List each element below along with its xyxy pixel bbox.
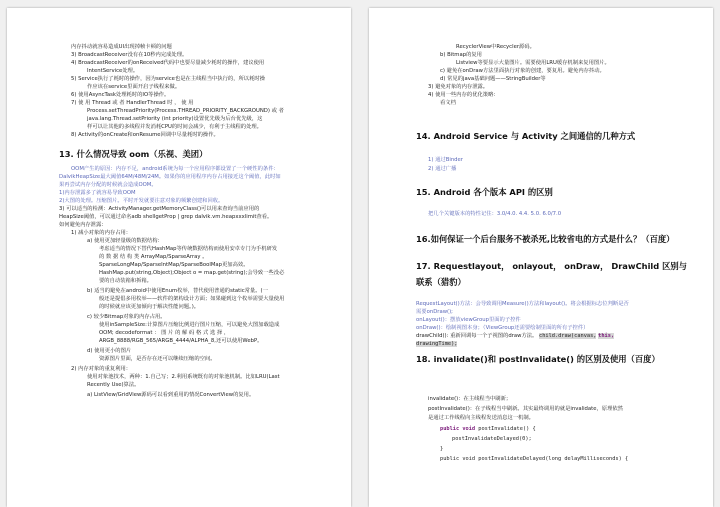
- code-line: [440, 426, 536, 433]
- blue-text-line: onLayout()：摆放viewGroup里面的子控件: [416, 317, 521, 323]
- code-highlight: drawingTime);: [416, 341, 458, 347]
- text-line: a) ListView/GridView源码可以看到重用的情况ConvertView的复用。: [87, 392, 255, 398]
- blue-text-line: 需要onDraw();: [416, 309, 453, 315]
- drawchild-text: drawChild(): 重新回调每一个子视图的draw方法。: [416, 333, 538, 339]
- text-line: [416, 341, 457, 348]
- text-line: 资源图片里面，是否存在还可以继续压缩的空间。: [99, 356, 216, 362]
- text-line: 3) 避免对象的内存泄露。: [428, 84, 489, 90]
- text-line: [416, 333, 614, 340]
- text-line: d) 常见的java基础问题——StringBuilder等: [440, 76, 546, 82]
- text-line: b) 适当的避免在android中使用Enum枚举，替代使用普通的static常量。(一: [87, 288, 268, 294]
- text-line: 作应该在service里面开启子线程来做。: [87, 84, 181, 90]
- text-line: b) Bitmap的复用: [440, 52, 482, 58]
- text-line: HeapSize阈值，可以通过命名adb shellgetProp | grep dalvik.vm.heapxxxlimit查看。: [59, 214, 273, 220]
- text-line: 要的自动装箱和拆箱。: [99, 278, 152, 284]
- code-line: }: [440, 446, 444, 452]
- blue-text-line: 1)内存泄露多了就容易导致OOM: [59, 190, 136, 196]
- right-page: [369, 8, 713, 507]
- text-line: SparseLongMap/SparseIntMap/SparseBoolMap更加高效。: [99, 262, 249, 268]
- text-line: 7) 使 用 Thread 或 者 HandlerThread 时 ， 使 用: [71, 100, 194, 106]
- list-item: 2) 通过广播: [428, 166, 457, 172]
- section-heading-15: 15. Android 各个版本 API 的区别: [416, 187, 553, 197]
- code-text: postInvalidate() {: [475, 426, 536, 432]
- text-line: java.lang.Thread.setPriority (int priority)设置优先级为后台优先级，这: [87, 116, 263, 122]
- text-line: 如何避免内存泄露：: [59, 222, 107, 228]
- text-line: 样可以让其他的多线程并发消耗CPU的时间会减少，有利于主线程的处理。: [87, 124, 262, 130]
- code-highlight: child.draw(canvas,: [539, 333, 597, 339]
- text-line: 3) BroadcastReceiver没有在10秒内完成处理。: [71, 52, 188, 58]
- code-line: public void postInvalidateDelayed(long delayMilliseconds) {: [440, 456, 629, 462]
- text-line: 考虑适当的情况下替代HashMap等传统数据结构而使用安卓专门为手机研发: [99, 246, 278, 252]
- text-line: 1) 减小对象的内存占用：: [71, 230, 132, 236]
- text-line: RecyclerView中Recycler源码。: [456, 44, 535, 50]
- text-line: Listview等要显示大量图片。需要使用LRU缓存机制来复用图片。: [456, 60, 610, 66]
- text-line: 看文档: [440, 100, 456, 106]
- text-line: 的时候就应该更加倾向于解决性能问题。)。: [99, 304, 200, 310]
- text-line: 般还是提倡多用枚举——软件的架构设计方面；如果碰到这个枚举需要大量使用: [99, 296, 285, 302]
- code-keyword: this,: [598, 333, 615, 339]
- text-line: c) 较少Bitmap对象的内存占用。: [87, 314, 166, 320]
- text-line: c) 避免在onDraw方法里面执行对象的创建，要复用。避免内存抖动。: [440, 68, 605, 74]
- list-item: 1) 通过Binder: [428, 157, 463, 163]
- text-line: 使用inSampleSize:计算图片压缩比例进行图片压缩，可以避免大图加载造成: [99, 322, 280, 328]
- text-line: 的 数 据 结 构 类 ArrayMap/SparseArray 。: [99, 254, 208, 260]
- blue-text-line: RequestLayout()方法：会导致调用Measure()方法和layout()。将会根据标志位判断是否: [416, 301, 629, 307]
- text-line: IntentService处理。: [87, 68, 139, 74]
- code-keyword: public void: [440, 426, 476, 432]
- text-line: 6) 使用AsyncTask处理耗时的IO等操作。: [71, 92, 170, 98]
- section-heading-17: 17. Requestlayout， onlayout， onDraw， DrawChild 区别与: [416, 261, 687, 271]
- text-line: postInvalidate()：在子线程当中刷新。其实最终调用的就是invalidate，原理依然: [428, 406, 623, 412]
- blue-text-line: 把几个关键版本的特性记住：3.0/4.0. 4.4. 5.0. 6.0/7.0: [428, 211, 562, 217]
- section-heading-13: 13. 什么情况导致 oom（乐视、美团）: [59, 149, 208, 159]
- text-line: 2) 内存对象的重复利用：: [71, 366, 132, 372]
- text-line: 是通过工作线程向主线程发送消息这一机制。: [428, 415, 534, 421]
- text-line: OOM; decodeformat ： 图 片 的 解 码 格 式 选 择 ，: [99, 330, 230, 336]
- section-heading-17-cont: 联系（猎豹）: [416, 277, 466, 287]
- section-heading-18: 18. invalidate()和 postInvalidate() 的区别及使用（百度）: [416, 354, 660, 364]
- text-line: 内存抖动就容易造成UI出现掉帧卡顿的问题: [71, 44, 172, 50]
- text-line: 4) 使用一些内存的优化策略：: [428, 92, 499, 98]
- text-line: Process.setThreadPriority(Process.THREAD_PRIORITY_BACKGROUND) 或 者: [87, 108, 284, 114]
- text-line: Recently Use)算法。: [87, 382, 140, 388]
- blue-text-line: 果再尝试内存分配的时候就会造成OOM。: [59, 182, 157, 188]
- text-line: d) 使用更小的图片: [87, 348, 132, 354]
- text-line: 5) Service执行了耗时的操作，因为service也是在主线程当中执行的，所以耗时操: [71, 76, 265, 82]
- text-line: 4) BroadcastReceiver的onReceived代码中也要尽量减少耗时的操作，建议使用: [71, 60, 265, 66]
- section-heading-16: 16.如何保证一个后台服务不被杀死,比较省电的方式是什么？（百度）: [416, 234, 675, 244]
- text-line: a) 使用更加轻量级的数据结构：: [87, 238, 163, 244]
- blue-text-line: onDraw()：绘制视图本身；（ViewGroup还需要绘制里面的所有子控件）: [416, 325, 589, 331]
- text-line: HashMap.put(string,Object);Object o = map.get(string);会导致一些没必: [99, 270, 285, 276]
- text-line: ARGB_8888/RGB_565/ARGB_4444/ALPHA_8,还可以使用WebP。: [99, 338, 263, 344]
- text-line: 3) 可以适当的检测：ActivityManager.getMemoryClass()可以用来查询当前应用的: [59, 206, 260, 212]
- text-line: 使用对象池技术，两种：1.自己写；2.利用系统既有的对象池机制。比如LRU(Last: [87, 374, 280, 380]
- text-line: invalidate()：在主线程当中刷新；: [428, 396, 512, 402]
- code-line: postInvalidateDelayed(0);: [452, 436, 532, 442]
- text-line: 8) Activity的onCreate和onResume回调中尽量耗时的操作。: [71, 132, 219, 138]
- blue-text-line: 2)大图的处理。压缩图片。平时开发就要注意对象的频繁创建和回收。: [59, 198, 224, 204]
- left-page: [7, 8, 351, 507]
- section-heading-14: 14. Android Service 与 Activity 之间通信的几种方式: [416, 131, 636, 141]
- blue-text-line: OOM产生的原因：内存不足，android系统为每一个应用程序都设置了一个硬性的条件：: [71, 166, 279, 172]
- blue-text-line: DalvikHeapSize最大阈值64M/48M/24M。如果你的应用程序内存占用接近这个阈值，此时如: [59, 174, 281, 180]
